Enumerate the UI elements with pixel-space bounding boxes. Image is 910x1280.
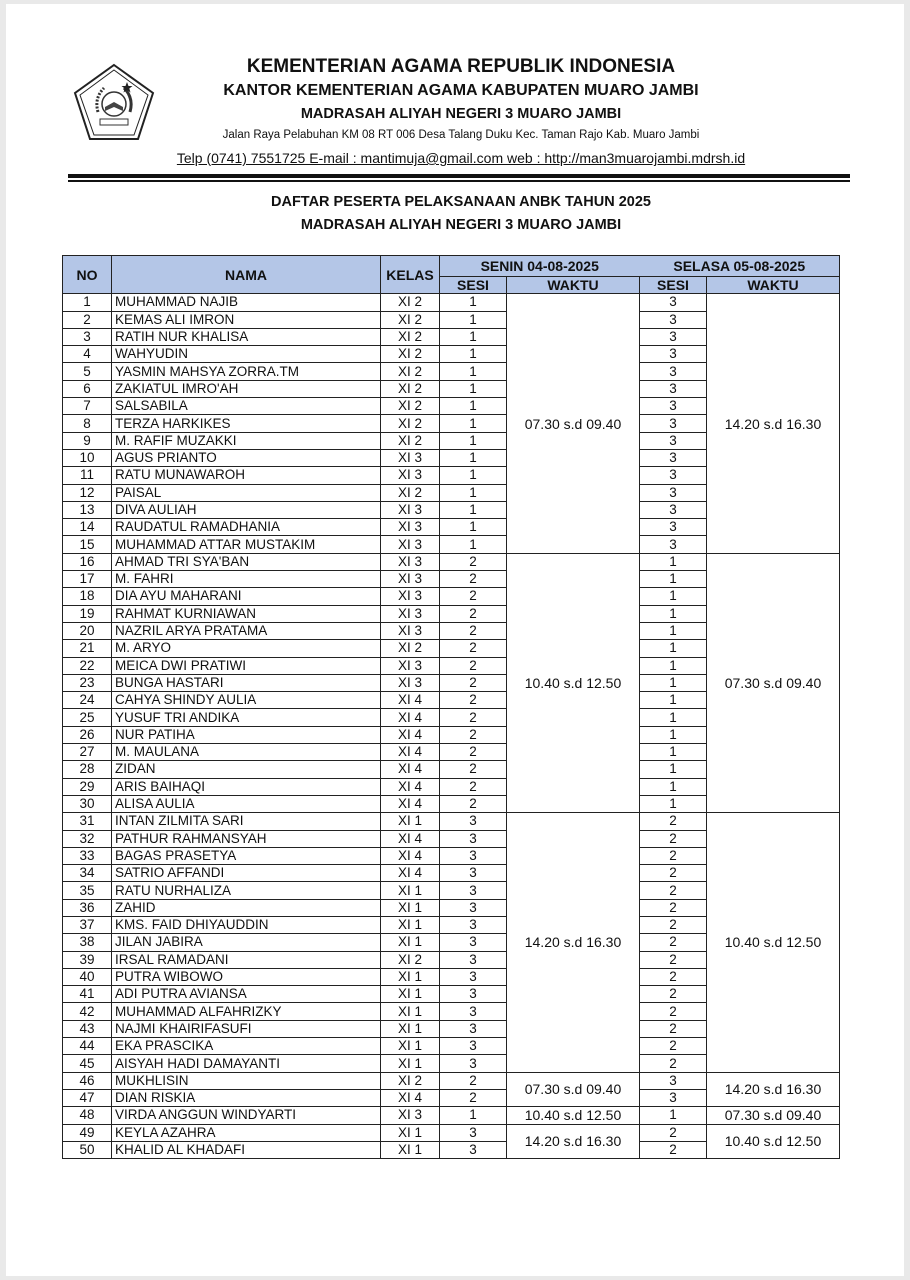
cell-kelas: XI 1 xyxy=(381,882,440,899)
cell-nama: WAHYUDIN xyxy=(112,346,381,363)
cell-kelas: XI 2 xyxy=(381,432,440,449)
cell-day2-sesi: 1 xyxy=(640,778,707,795)
cell-nama: DIVA AULIAH xyxy=(112,501,381,518)
cell-nama: AHMAD TRI SYA'BAN xyxy=(112,553,381,570)
cell-kelas: XI 2 xyxy=(381,640,440,657)
cell-day2-sesi: 2 xyxy=(640,1141,707,1158)
participant-table xyxy=(62,255,840,1159)
cell-no: 40 xyxy=(63,968,112,985)
cell-no: 46 xyxy=(63,1072,112,1089)
table-row xyxy=(63,813,840,830)
ministry-emblem-icon xyxy=(72,62,156,142)
cell-day1-sesi: 1 xyxy=(440,432,507,449)
cell-nama: JILAN JABIRA xyxy=(112,934,381,951)
cell-kelas: XI 2 xyxy=(381,951,440,968)
cell-day1-sesi: 1 xyxy=(440,501,507,518)
cell-day1-sesi: 2 xyxy=(440,571,507,588)
cell-day2-sesi: 2 xyxy=(640,1124,707,1141)
cell-day2-sesi: 1 xyxy=(640,605,707,622)
cell-day2-waktu: 10.40 s.d 12.50 xyxy=(707,813,840,1072)
cell-day1-sesi: 3 xyxy=(440,951,507,968)
cell-no: 50 xyxy=(63,1141,112,1158)
cell-day2-sesi: 3 xyxy=(640,501,707,518)
cell-no: 1 xyxy=(63,294,112,311)
cell-nama: NAZRIL ARYA PRATAMA xyxy=(112,622,381,639)
cell-day2-sesi: 1 xyxy=(640,726,707,743)
cell-no: 9 xyxy=(63,432,112,449)
cell-no: 12 xyxy=(63,484,112,501)
cell-day1-waktu: 14.20 s.d 16.30 xyxy=(507,1124,640,1159)
cell-day2-waktu: 14.20 s.d 16.30 xyxy=(707,1072,840,1107)
cell-nama: KEYLA AZAHRA xyxy=(112,1124,381,1141)
cell-day1-sesi: 3 xyxy=(440,916,507,933)
cell-kelas: XI 3 xyxy=(381,605,440,622)
cell-kelas: XI 4 xyxy=(381,709,440,726)
cell-no: 33 xyxy=(63,847,112,864)
cell-no: 27 xyxy=(63,744,112,761)
cell-no: 23 xyxy=(63,674,112,691)
cell-nama: NAJMI KHAIRIFASUFI xyxy=(112,1020,381,1037)
cell-kelas: XI 2 xyxy=(381,398,440,415)
cell-day1-sesi: 1 xyxy=(440,536,507,553)
cell-day2-sesi: 2 xyxy=(640,882,707,899)
cell-day1-sesi: 2 xyxy=(440,761,507,778)
table-row xyxy=(63,1124,840,1141)
cell-day2-waktu: 07.30 s.d 09.40 xyxy=(707,553,840,812)
cell-nama: M. MAULANA xyxy=(112,744,381,761)
cell-day1-sesi: 3 xyxy=(440,934,507,951)
cell-kelas: XI 4 xyxy=(381,692,440,709)
cell-kelas: XI 2 xyxy=(381,415,440,432)
cell-day1-sesi: 3 xyxy=(440,865,507,882)
cell-day2-sesi: 1 xyxy=(640,761,707,778)
cell-day2-sesi: 2 xyxy=(640,847,707,864)
cell-no: 24 xyxy=(63,692,112,709)
cell-nama: MUHAMMAD ALFAHRIZKY xyxy=(112,1003,381,1020)
cell-no: 37 xyxy=(63,916,112,933)
cell-nama: TERZA HARKIKES xyxy=(112,415,381,432)
cell-day1-sesi: 3 xyxy=(440,1020,507,1037)
cell-kelas: XI 1 xyxy=(381,1020,440,1037)
cell-kelas: XI 4 xyxy=(381,761,440,778)
cell-day2-sesi: 2 xyxy=(640,813,707,830)
cell-nama: ALISA AULIA xyxy=(112,795,381,812)
cell-nama: YASMIN MAHSYA ZORRA.TM xyxy=(112,363,381,380)
document-subtitle: MADRASAH ALIYAH NEGERI 3 MUARO JAMBI xyxy=(300,217,622,233)
cell-day2-sesi: 2 xyxy=(640,916,707,933)
cell-no: 3 xyxy=(63,328,112,345)
cell-day1-sesi: 3 xyxy=(440,847,507,864)
cell-day1-sesi: 1 xyxy=(440,328,507,345)
cell-kelas: XI 2 xyxy=(381,311,440,328)
cell-day1-sesi: 2 xyxy=(440,640,507,657)
cell-kelas: XI 2 xyxy=(381,484,440,501)
cell-day1-sesi: 1 xyxy=(440,380,507,397)
cell-nama: RAHMAT KURNIAWAN xyxy=(112,605,381,622)
cell-nama: MUKHLISIN xyxy=(112,1072,381,1089)
cell-day1-sesi: 3 xyxy=(440,1003,507,1020)
cell-no: 19 xyxy=(63,605,112,622)
cell-kelas: XI 1 xyxy=(381,1124,440,1141)
cell-no: 8 xyxy=(63,415,112,432)
cell-day1-sesi: 2 xyxy=(440,588,507,605)
table-row xyxy=(63,1072,840,1089)
header-day1: SENIN 04-08-2025 xyxy=(440,256,640,277)
cell-day1-waktu: 07.30 s.d 09.40 xyxy=(507,294,640,553)
cell-day1-sesi: 3 xyxy=(440,1055,507,1072)
cell-nama: MUHAMMAD NAJIB xyxy=(112,294,381,311)
cell-no: 44 xyxy=(63,1038,112,1055)
cell-day2-sesi: 3 xyxy=(640,363,707,380)
cell-day1-waktu: 07.30 s.d 09.40 xyxy=(507,1072,640,1107)
cell-day2-sesi: 1 xyxy=(640,795,707,812)
cell-day1-sesi: 1 xyxy=(440,363,507,380)
cell-kelas: XI 4 xyxy=(381,726,440,743)
cell-no: 36 xyxy=(63,899,112,916)
cell-kelas: XI 1 xyxy=(381,934,440,951)
cell-no: 21 xyxy=(63,640,112,657)
table-row xyxy=(63,1107,840,1124)
header-day1-waktu: WAKTU xyxy=(507,277,640,294)
cell-no: 47 xyxy=(63,1089,112,1106)
cell-day2-sesi: 2 xyxy=(640,1055,707,1072)
cell-kelas: XI 4 xyxy=(381,865,440,882)
cell-day2-sesi: 2 xyxy=(640,830,707,847)
header-no: NO xyxy=(63,256,112,294)
cell-nama: RATU MUNAWAROH xyxy=(112,467,381,484)
cell-day1-sesi: 2 xyxy=(440,1089,507,1106)
cell-day1-sesi: 2 xyxy=(440,622,507,639)
cell-day2-sesi: 1 xyxy=(640,640,707,657)
cell-nama: ARIS BAIHAQI xyxy=(112,778,381,795)
header-day2-sesi: SESI xyxy=(640,277,707,294)
cell-no: 18 xyxy=(63,588,112,605)
cell-no: 49 xyxy=(63,1124,112,1141)
cell-no: 41 xyxy=(63,986,112,1003)
cell-nama: PAISAL xyxy=(112,484,381,501)
cell-nama: M. FAHRI xyxy=(112,571,381,588)
cell-day2-sesi: 3 xyxy=(640,449,707,466)
cell-day2-sesi: 3 xyxy=(640,432,707,449)
header-day2: SELASA 05-08-2025 xyxy=(640,256,840,277)
cell-no: 20 xyxy=(63,622,112,639)
header-day2-waktu: WAKTU xyxy=(707,277,840,294)
cell-kelas: XI 2 xyxy=(381,363,440,380)
cell-no: 13 xyxy=(63,501,112,518)
cell-nama: SALSABILA xyxy=(112,398,381,415)
cell-day2-sesi: 1 xyxy=(640,657,707,674)
cell-kelas: XI 3 xyxy=(381,674,440,691)
cell-day2-sesi: 2 xyxy=(640,951,707,968)
cell-day2-sesi: 2 xyxy=(640,1020,707,1037)
cell-no: 10 xyxy=(63,449,112,466)
cell-no: 11 xyxy=(63,467,112,484)
cell-kelas: XI 2 xyxy=(381,380,440,397)
cell-nama: KMS. FAID DHIYAUDDIN xyxy=(112,916,381,933)
cell-nama: ADI PUTRA AVIANSA xyxy=(112,986,381,1003)
header-day1-sesi: SESI xyxy=(440,277,507,294)
cell-no: 25 xyxy=(63,709,112,726)
cell-day1-sesi: 2 xyxy=(440,692,507,709)
cell-day1-waktu: 14.20 s.d 16.30 xyxy=(507,813,640,1072)
cell-no: 48 xyxy=(63,1107,112,1124)
cell-no: 31 xyxy=(63,813,112,830)
cell-kelas: XI 3 xyxy=(381,536,440,553)
cell-day2-sesi: 2 xyxy=(640,1038,707,1055)
cell-day1-sesi: 3 xyxy=(440,986,507,1003)
cell-nama: ZAKIATUL IMRO'AH xyxy=(112,380,381,397)
cell-day1-sesi: 2 xyxy=(440,657,507,674)
cell-kelas: XI 4 xyxy=(381,847,440,864)
letterhead-divider-thick xyxy=(68,174,850,178)
cell-day2-sesi: 2 xyxy=(640,865,707,882)
cell-day1-sesi: 1 xyxy=(440,398,507,415)
cell-no: 17 xyxy=(63,571,112,588)
cell-kelas: XI 2 xyxy=(381,294,440,311)
cell-no: 29 xyxy=(63,778,112,795)
cell-no: 42 xyxy=(63,1003,112,1020)
cell-day2-sesi: 1 xyxy=(640,588,707,605)
cell-day2-sesi: 1 xyxy=(640,622,707,639)
cell-kelas: XI 1 xyxy=(381,1055,440,1072)
cell-nama: MUHAMMAD ATTAR MUSTAKIM xyxy=(112,536,381,553)
document-title: DAFTAR PESERTA PELAKSANAAN ANBK TAHUN 2025 xyxy=(271,194,651,210)
cell-day2-sesi: 3 xyxy=(640,311,707,328)
cell-nama: MEICA DWI PRATIWI xyxy=(112,657,381,674)
cell-nama: PUTRA WIBOWO xyxy=(112,968,381,985)
cell-day2-sesi: 3 xyxy=(640,328,707,345)
cell-day1-sesi: 1 xyxy=(440,484,507,501)
cell-nama: AGUS PRIANTO xyxy=(112,449,381,466)
cell-kelas: XI 3 xyxy=(381,553,440,570)
cell-nama: RAUDATUL RAMADHANIA xyxy=(112,519,381,536)
cell-day2-sesi: 1 xyxy=(640,571,707,588)
cell-day2-sesi: 1 xyxy=(640,553,707,570)
letterhead-divider-thin xyxy=(68,180,850,182)
cell-kelas: XI 2 xyxy=(381,1072,440,1089)
cell-no: 26 xyxy=(63,726,112,743)
cell-no: 16 xyxy=(63,553,112,570)
cell-day2-sesi: 2 xyxy=(640,968,707,985)
cell-nama: M. RAFIF MUZAKKI xyxy=(112,432,381,449)
cell-no: 28 xyxy=(63,761,112,778)
cell-day2-sesi: 3 xyxy=(640,1089,707,1106)
cell-day2-sesi: 3 xyxy=(640,380,707,397)
cell-day1-sesi: 2 xyxy=(440,553,507,570)
cell-nama: NUR PATIHA xyxy=(112,726,381,743)
cell-kelas: XI 3 xyxy=(381,622,440,639)
cell-day2-sesi: 2 xyxy=(640,934,707,951)
cell-day1-sesi: 3 xyxy=(440,813,507,830)
cell-day1-sesi: 2 xyxy=(440,674,507,691)
cell-day2-sesi: 1 xyxy=(640,709,707,726)
cell-kelas: XI 3 xyxy=(381,588,440,605)
cell-day2-sesi: 1 xyxy=(640,1107,707,1124)
cell-kelas: XI 3 xyxy=(381,501,440,518)
cell-kelas: XI 2 xyxy=(381,328,440,345)
cell-nama: EKA PRASCIKA xyxy=(112,1038,381,1055)
cell-kelas: XI 3 xyxy=(381,657,440,674)
cell-no: 35 xyxy=(63,882,112,899)
cell-kelas: XI 1 xyxy=(381,1141,440,1158)
cell-nama: CAHYA SHINDY AULIA xyxy=(112,692,381,709)
cell-day1-sesi: 3 xyxy=(440,1038,507,1055)
cell-kelas: XI 4 xyxy=(381,830,440,847)
table-row xyxy=(63,294,840,311)
cell-no: 7 xyxy=(63,398,112,415)
cell-day2-sesi: 1 xyxy=(640,674,707,691)
cell-kelas: XI 3 xyxy=(381,571,440,588)
cell-kelas: XI 1 xyxy=(381,986,440,1003)
header-kelas: KELAS xyxy=(381,256,440,294)
cell-day1-sesi: 1 xyxy=(440,1107,507,1124)
cell-day2-sesi: 3 xyxy=(640,467,707,484)
cell-day2-sesi: 1 xyxy=(640,744,707,761)
cell-day1-sesi: 3 xyxy=(440,1124,507,1141)
cell-day1-sesi: 3 xyxy=(440,882,507,899)
cell-day1-sesi: 2 xyxy=(440,1072,507,1089)
cell-no: 2 xyxy=(63,311,112,328)
letterhead-address: Jalan Raya Pelabuhan KM 08 RT 006 Desa Talang Duku Kec. Taman Rajo Kab. Muaro Jambi xyxy=(222,129,700,141)
cell-nama: YUSUF TRI ANDIKA xyxy=(112,709,381,726)
cell-kelas: XI 4 xyxy=(381,744,440,761)
cell-nama: AISYAH HADI DAMAYANTI xyxy=(112,1055,381,1072)
cell-kelas: XI 3 xyxy=(381,467,440,484)
cell-day1-sesi: 3 xyxy=(440,830,507,847)
cell-day1-sesi: 1 xyxy=(440,346,507,363)
cell-nama: BAGAS PRASETYA xyxy=(112,847,381,864)
cell-kelas: XI 1 xyxy=(381,1003,440,1020)
cell-kelas: XI 4 xyxy=(381,1089,440,1106)
cell-kelas: XI 2 xyxy=(381,346,440,363)
cell-day1-sesi: 3 xyxy=(440,1141,507,1158)
letterhead-contact: Telp (0741) 7551725 E-mail : mantimuja@gmail.com web : http://man3muarojambi.mdrsh.id xyxy=(176,150,746,166)
cell-no: 4 xyxy=(63,346,112,363)
cell-day1-sesi: 1 xyxy=(440,415,507,432)
cell-day1-sesi: 3 xyxy=(440,899,507,916)
cell-kelas: XI 1 xyxy=(381,1038,440,1055)
cell-day2-sesi: 3 xyxy=(640,1072,707,1089)
cell-day1-sesi: 2 xyxy=(440,744,507,761)
cell-nama: RATU NURHALIZA xyxy=(112,882,381,899)
cell-no: 43 xyxy=(63,1020,112,1037)
cell-nama: PATHUR RAHMANSYAH xyxy=(112,830,381,847)
cell-no: 15 xyxy=(63,536,112,553)
cell-nama: ZIDAN xyxy=(112,761,381,778)
cell-day2-waktu: 14.20 s.d 16.30 xyxy=(707,294,840,553)
cell-day1-sesi: 2 xyxy=(440,726,507,743)
cell-no: 14 xyxy=(63,519,112,536)
cell-day2-sesi: 2 xyxy=(640,1003,707,1020)
cell-day2-sesi: 3 xyxy=(640,346,707,363)
cell-nama: ZAHID xyxy=(112,899,381,916)
letterhead-ministry: KEMENTERIAN AGAMA REPUBLIK INDONESIA xyxy=(246,56,676,77)
cell-day2-sesi: 3 xyxy=(640,536,707,553)
cell-day2-sesi: 3 xyxy=(640,415,707,432)
cell-no: 39 xyxy=(63,951,112,968)
cell-day1-sesi: 1 xyxy=(440,467,507,484)
cell-day1-sesi: 2 xyxy=(440,709,507,726)
cell-day1-sesi: 1 xyxy=(440,311,507,328)
cell-day1-waktu: 10.40 s.d 12.50 xyxy=(507,553,640,812)
letterhead-school: MADRASAH ALIYAH NEGERI 3 MUARO JAMBI xyxy=(300,106,622,122)
cell-day1-sesi: 1 xyxy=(440,449,507,466)
cell-day2-sesi: 3 xyxy=(640,519,707,536)
cell-nama: M. ARYO xyxy=(112,640,381,657)
cell-day1-sesi: 2 xyxy=(440,778,507,795)
cell-day1-sesi: 1 xyxy=(440,519,507,536)
cell-nama: IRSAL RAMADANI xyxy=(112,951,381,968)
cell-kelas: XI 1 xyxy=(381,968,440,985)
cell-no: 45 xyxy=(63,1055,112,1072)
cell-nama: RATIH NUR KHALISA xyxy=(112,328,381,345)
cell-day2-waktu: 10.40 s.d 12.50 xyxy=(707,1124,840,1159)
cell-nama: BUNGA HASTARI xyxy=(112,674,381,691)
cell-day2-sesi: 3 xyxy=(640,484,707,501)
cell-nama: KEMAS ALI IMRON xyxy=(112,311,381,328)
cell-no: 34 xyxy=(63,865,112,882)
table-row xyxy=(63,553,840,570)
cell-kelas: XI 1 xyxy=(381,916,440,933)
cell-day1-sesi: 2 xyxy=(440,605,507,622)
cell-day2-sesi: 2 xyxy=(640,986,707,1003)
cell-no: 5 xyxy=(63,363,112,380)
cell-day2-sesi: 3 xyxy=(640,398,707,415)
header-nama: NAMA xyxy=(112,256,381,294)
cell-day1-waktu: 10.40 s.d 12.50 xyxy=(507,1107,640,1124)
letterhead-office: KANTOR KEMENTERIAN AGAMA KABUPATEN MUARO JAMBI xyxy=(223,82,699,99)
cell-nama: SATRIO AFFANDI xyxy=(112,865,381,882)
cell-kelas: XI 3 xyxy=(381,519,440,536)
cell-nama: DIA AYU MAHARANI xyxy=(112,588,381,605)
cell-kelas: XI 4 xyxy=(381,795,440,812)
cell-no: 38 xyxy=(63,934,112,951)
cell-day2-waktu: 07.30 s.d 09.40 xyxy=(707,1107,840,1124)
cell-kelas: XI 1 xyxy=(381,813,440,830)
cell-day2-sesi: 2 xyxy=(640,899,707,916)
cell-nama: DIAN RISKIA xyxy=(112,1089,381,1106)
cell-no: 22 xyxy=(63,657,112,674)
cell-no: 30 xyxy=(63,795,112,812)
cell-day2-sesi: 3 xyxy=(640,294,707,311)
cell-no: 6 xyxy=(63,380,112,397)
cell-day2-sesi: 1 xyxy=(640,692,707,709)
cell-day1-sesi: 2 xyxy=(440,795,507,812)
cell-kelas: XI 4 xyxy=(381,778,440,795)
cell-nama: VIRDA ANGGUN WINDYARTI xyxy=(112,1107,381,1124)
participant-rows xyxy=(63,294,840,1159)
cell-kelas: XI 3 xyxy=(381,1107,440,1124)
cell-no: 32 xyxy=(63,830,112,847)
cell-kelas: XI 3 xyxy=(381,449,440,466)
cell-day1-sesi: 1 xyxy=(440,294,507,311)
cell-nama: KHALID AL KHADAFI xyxy=(112,1141,381,1158)
cell-nama: INTAN ZILMITA SARI xyxy=(112,813,381,830)
cell-kelas: XI 1 xyxy=(381,899,440,916)
cell-day1-sesi: 3 xyxy=(440,968,507,985)
